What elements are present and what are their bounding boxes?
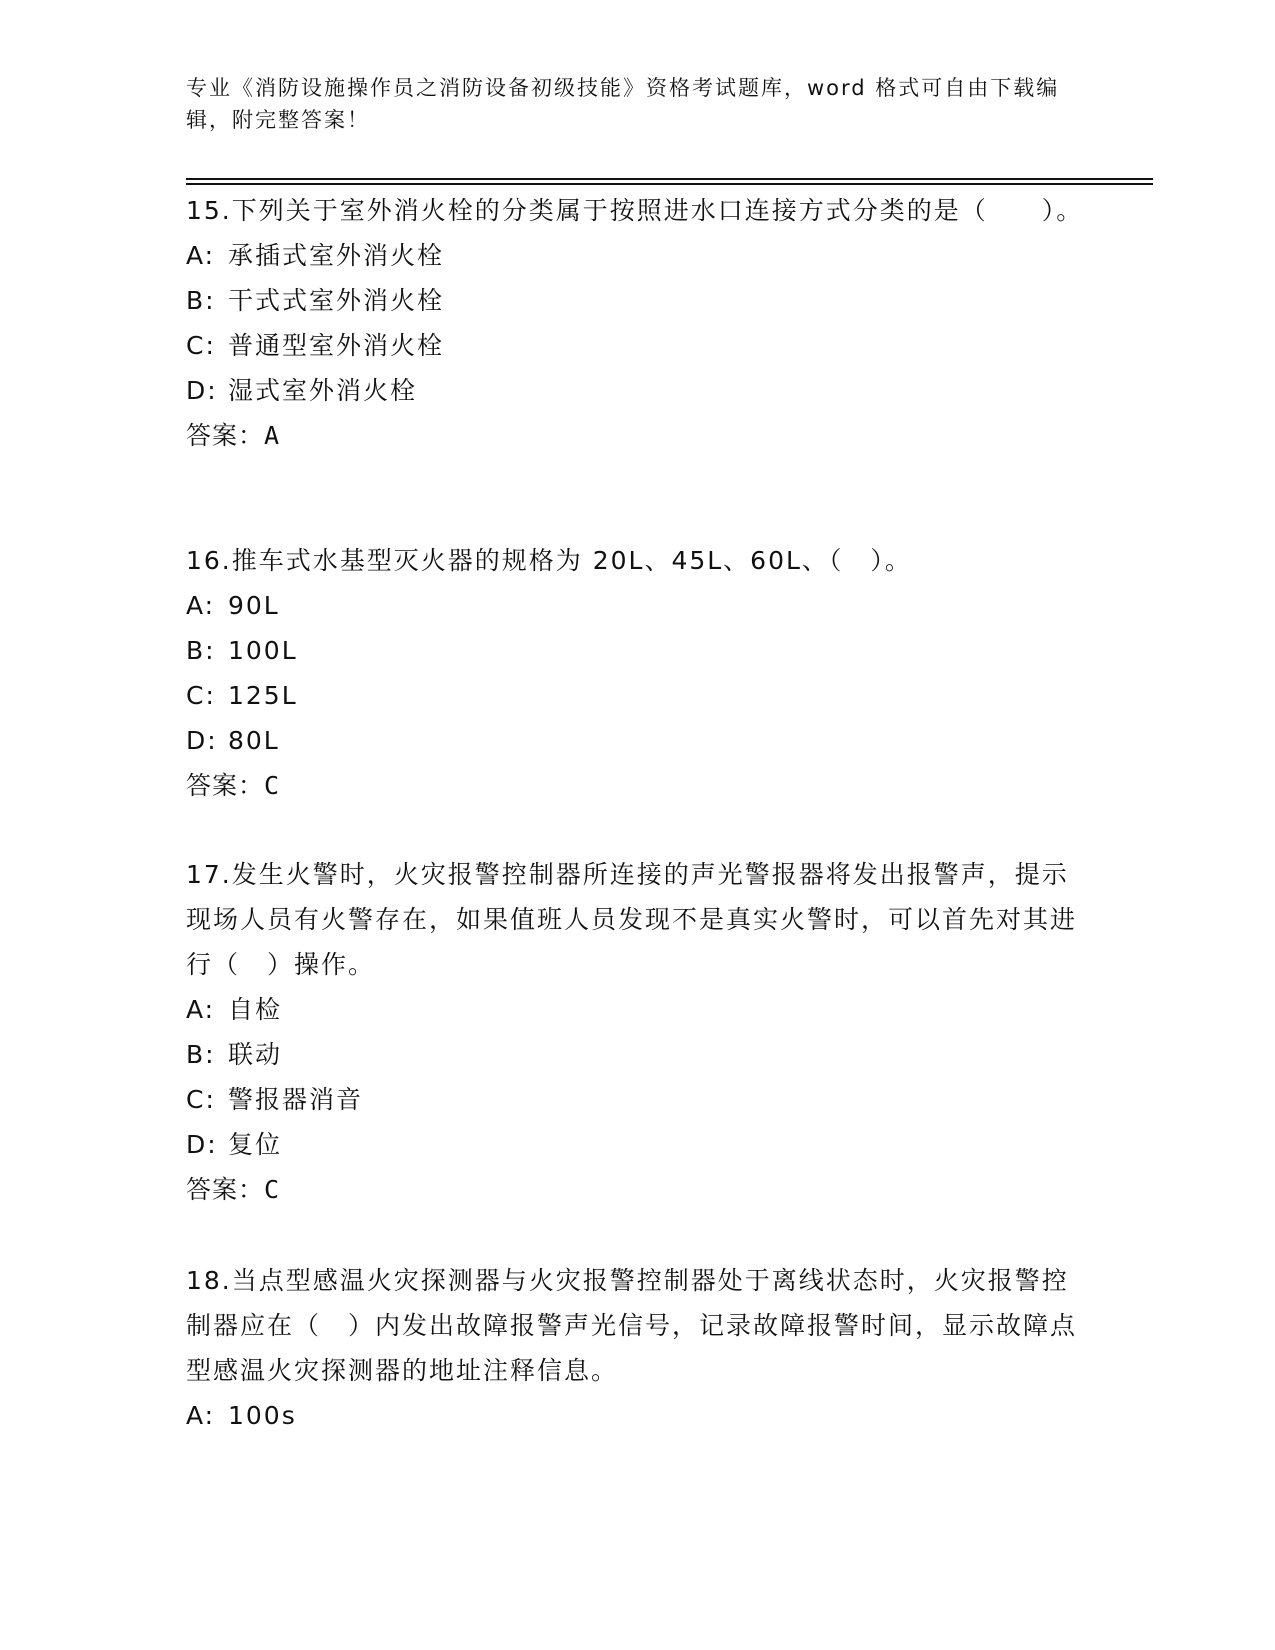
option-key: D:: [186, 1130, 218, 1159]
option-text: 联动: [228, 1040, 283, 1069]
option-text: 100s: [228, 1401, 297, 1430]
option-text: 普通型室外消火栓: [228, 331, 445, 360]
option-text: 警报器消音: [228, 1085, 364, 1114]
header-rule-bottom: [186, 183, 1153, 185]
option-b: [186, 1032, 1086, 1077]
option-text: 湿式室外消火栓: [228, 376, 418, 405]
option-key: D:: [186, 376, 218, 405]
option-text: 80L: [228, 726, 280, 755]
option-a: [186, 233, 1086, 278]
question-stem: 18.当点型感温火灾探测器与火灾报警控制器处于离线状态时，火灾报警控制器应在（ ）内发出故障报警声光信号，记录故障报警时间，显示故障点型感温火灾探测器的地址注释信息。: [186, 1266, 1078, 1385]
option-c: [186, 673, 1086, 718]
option-key: B:: [186, 286, 216, 315]
question-17: [186, 852, 1086, 1212]
option-key: C:: [186, 331, 216, 360]
option-text: 90L: [228, 591, 280, 620]
header-rule-top: [186, 178, 1153, 180]
option-d: [186, 368, 1086, 413]
option-text: 干式式室外消火栓: [228, 286, 445, 315]
question-16: [186, 538, 1086, 808]
answer-line: [186, 413, 1086, 458]
question-15: [186, 188, 1086, 458]
answer-value: A: [264, 421, 281, 450]
answer-line: [186, 1167, 1086, 1212]
question-18: [186, 1258, 1086, 1438]
option-b: [186, 278, 1086, 323]
option-d: [186, 1122, 1086, 1167]
option-key: A:: [186, 241, 216, 270]
answer-label: 答案：: [186, 421, 265, 450]
option-key: D:: [186, 726, 218, 755]
option-c: [186, 1077, 1086, 1122]
question-stem: 15.下列关于室外消火栓的分类属于按照进水口连接方式分类的是（ ）。: [186, 196, 1084, 225]
question-stem: 17.发生火警时，火灾报警控制器所连接的声光警报器将发出报警声，提示现场人员有火警存在，如果值班人员发现不是真实火警时，可以首先对其进行（ ）操作。: [186, 860, 1078, 979]
option-text: 100L: [228, 636, 298, 665]
answer-value: C: [264, 771, 281, 800]
option-a: [186, 583, 1086, 628]
answer-label: 答案：: [186, 1175, 265, 1204]
option-key: B:: [186, 636, 216, 665]
option-key: A:: [186, 1401, 216, 1430]
option-text: 自检: [228, 995, 283, 1024]
option-key: C:: [186, 1085, 216, 1114]
option-key: C:: [186, 681, 216, 710]
option-d: [186, 718, 1086, 763]
option-text: 125L: [228, 681, 298, 710]
option-key: A:: [186, 591, 216, 620]
question-stem: 16.推车式水基型灭火器的规格为 20L、45L、60L、（ ）。: [186, 546, 912, 575]
option-text: 复位: [228, 1130, 283, 1159]
answer-value: C: [264, 1175, 281, 1204]
option-c: [186, 323, 1086, 368]
answer-line: [186, 763, 1086, 808]
option-key: A:: [186, 995, 216, 1024]
option-a: [186, 1393, 1086, 1438]
option-a: [186, 987, 1086, 1032]
option-text: 承插式室外消火栓: [228, 241, 445, 270]
document-header: 专业《消防设施操作员之消防设备初级技能》资格考试题库，word 格式可自由下载编辑，附完整答案！: [186, 76, 1060, 132]
option-b: [186, 628, 1086, 673]
option-key: B:: [186, 1040, 216, 1069]
answer-label: 答案：: [186, 771, 265, 800]
